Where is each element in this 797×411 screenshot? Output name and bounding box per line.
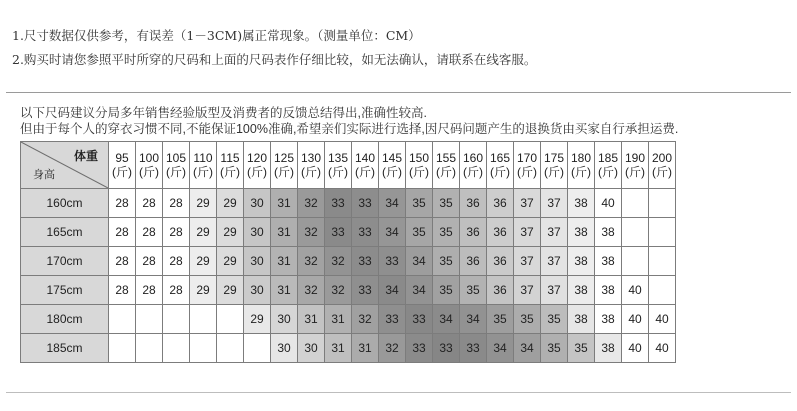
weight-header-100 [136,142,163,189]
size-cell [136,305,163,334]
size-cell: 29 [190,189,217,218]
weight-unit: (斤) [274,165,294,179]
size-cell: 28 [109,247,136,276]
size-cell: 40 [649,334,676,363]
size-cell [217,334,244,363]
weight-unit: (斤) [382,165,402,179]
weight-unit: (斤) [571,165,591,179]
size-cell: 38 [568,189,595,218]
size-cell: 32 [298,276,325,305]
weight-value: 185 [597,151,619,165]
weight-header-165 [487,142,514,189]
size-cell: 38 [568,247,595,276]
size-cell: 37 [541,276,568,305]
weight-value: 140 [354,151,376,165]
size-cell: 36 [460,189,487,218]
size-cell: 35 [433,276,460,305]
size-cell: 34 [514,334,541,363]
height-label: 160cm [21,189,109,218]
size-cell: 33 [325,189,352,218]
size-cell: 40 [622,334,649,363]
size-cell: 38 [595,334,622,363]
weight-value: 160 [462,151,484,165]
size-cell [649,247,676,276]
weight-header-105 [163,142,190,189]
size-cell: 29 [217,276,244,305]
size-cell: 40 [622,305,649,334]
weight-value: 135 [327,151,349,165]
size-cell: 31 [325,334,352,363]
size-cell: 33 [379,305,406,334]
bottom-divider [6,392,791,393]
weight-unit: (斤) [652,165,672,179]
table-row [21,247,676,276]
weight-unit: (斤) [625,165,645,179]
weight-value: 115 [220,151,240,165]
weight-header-110 [190,142,217,189]
size-notes [12,24,787,72]
size-cell: 40 [649,305,676,334]
size-cell: 32 [379,334,406,363]
size-cell: 33 [433,334,460,363]
size-cell: 37 [541,218,568,247]
size-cell: 36 [487,247,514,276]
weight-unit: (斤) [112,165,132,179]
weight-header-200 [649,142,676,189]
size-cell: 31 [325,305,352,334]
weight-value: 180 [570,151,592,165]
size-cell: 28 [136,276,163,305]
weight-header-145 [379,142,406,189]
size-cell: 38 [568,276,595,305]
size-cell: 30 [244,276,271,305]
size-cell: 36 [487,218,514,247]
size-cell [622,218,649,247]
weight-header-185 [595,142,622,189]
size-cell: 33 [379,247,406,276]
weight-unit: (斤) [301,165,321,179]
weight-unit: (斤) [409,165,429,179]
size-cell: 28 [163,218,190,247]
size-cell: 30 [298,334,325,363]
size-cell: 35 [541,305,568,334]
size-cell [649,276,676,305]
weight-header-130 [298,142,325,189]
size-cell: 28 [163,276,190,305]
weight-unit: (斤) [490,165,510,179]
size-cell: 34 [487,334,514,363]
weight-value: 190 [624,151,646,165]
size-cell: 34 [433,305,460,334]
size-cell: 35 [433,189,460,218]
size-cell: 36 [487,189,514,218]
size-cell: 34 [406,276,433,305]
intro-line-2: 但由于每个人的穿衣习惯不同,不能保证100%准确,希望亲们实际进行选择,因尺码问题产生的退换货由买家自行承担运费. [20,122,679,136]
size-cell: 28 [109,189,136,218]
weight-axis-label: 体重 [73,149,98,163]
size-cell: 30 [244,189,271,218]
weight-header-row [21,142,676,189]
size-cell: 36 [487,276,514,305]
size-cell [217,305,244,334]
weight-value: 120 [246,151,268,165]
table-row [21,189,676,218]
height-label: 175cm [21,276,109,305]
weight-value: 100 [138,151,160,165]
size-cell: 38 [595,218,622,247]
size-cell: 32 [325,276,352,305]
table-row [21,305,676,334]
height-axis-label: 身高 [33,169,55,181]
size-cell: 29 [217,247,244,276]
weight-unit: (斤) [220,165,240,179]
size-cell: 34 [379,276,406,305]
weight-header-135 [325,142,352,189]
size-cell: 33 [406,305,433,334]
weight-value: 165 [489,151,511,165]
table-row [21,218,676,247]
size-cell: 37 [541,247,568,276]
size-cell: 32 [298,189,325,218]
height-label: 180cm [21,305,109,334]
height-label: 170cm [21,247,109,276]
size-cell: 38 [568,305,595,334]
weight-value: 145 [381,151,403,165]
size-cell [136,334,163,363]
size-cell: 31 [271,218,298,247]
table-corner-cell [21,142,109,189]
size-cell: 37 [514,276,541,305]
weight-header-120 [244,142,271,189]
size-cell: 30 [244,218,271,247]
size-cell: 35 [433,247,460,276]
weight-value: 95 [115,151,129,165]
size-cell: 36 [460,247,487,276]
intro-line-1: 以下尺码建议分局多年销售经验版型及消费者的反馈总结得出,准确性较高. [20,106,427,120]
size-cell: 35 [433,218,460,247]
size-cell: 28 [109,276,136,305]
size-cell [244,334,271,363]
size-cell: 28 [136,218,163,247]
size-cell [649,189,676,218]
size-cell: 29 [244,305,271,334]
size-cell: 32 [298,247,325,276]
size-cell [109,334,136,363]
weight-value: 155 [435,151,457,165]
size-cell [109,305,136,334]
size-cell: 29 [190,247,217,276]
weight-value: 130 [300,151,322,165]
weight-unit: (斤) [166,165,186,179]
weight-header-160 [460,142,487,189]
size-intro [20,105,780,137]
size-cell [163,334,190,363]
size-cell: 35 [460,276,487,305]
weight-unit: (斤) [544,165,564,179]
height-label: 185cm [21,334,109,363]
divider [6,92,791,93]
size-cell: 29 [190,218,217,247]
size-chart-table [20,141,676,363]
size-cell: 40 [622,276,649,305]
size-cell: 35 [406,189,433,218]
size-cell: 31 [271,247,298,276]
weight-unit: (斤) [598,165,618,179]
size-cell [190,334,217,363]
note-line-2: 2.购买时请您参照平时所穿的尺码和上面的尺码表作仔细比较，如无法确认，请联系在线客服。 [12,52,537,67]
size-cell: 33 [460,334,487,363]
size-cell: 29 [190,276,217,305]
weight-unit: (斤) [193,165,213,179]
size-cell: 31 [352,334,379,363]
size-cell: 29 [217,218,244,247]
size-cell: 33 [406,334,433,363]
weight-header-95 [109,142,136,189]
note-line-1: 1.尺寸数据仅供参考，有误差（1－3CM)属正常现象。（测量单位：CM） [12,28,421,43]
size-cell: 33 [352,218,379,247]
weight-value: 125 [273,151,295,165]
size-cell: 34 [460,305,487,334]
size-cell: 31 [271,189,298,218]
size-cell: 37 [514,247,541,276]
size-cell: 37 [514,218,541,247]
weight-unit: (斤) [436,165,456,179]
weight-unit: (斤) [328,165,348,179]
size-cell: 31 [271,276,298,305]
weight-value: 170 [516,151,538,165]
size-cell: 38 [595,247,622,276]
size-cell: 29 [217,189,244,218]
weight-unit: (斤) [247,165,267,179]
size-cell [163,305,190,334]
size-cell: 35 [487,305,514,334]
size-cell: 33 [352,247,379,276]
size-cell: 35 [514,305,541,334]
weight-value: 150 [408,151,430,165]
weight-value: 105 [165,151,187,165]
size-cell [649,218,676,247]
weight-header-175 [541,142,568,189]
size-cell: 32 [298,218,325,247]
size-cell: 38 [595,276,622,305]
size-cell: 35 [406,218,433,247]
size-cell: 28 [136,189,163,218]
size-cell: 32 [352,305,379,334]
size-cell: 32 [325,247,352,276]
size-cell: 36 [460,218,487,247]
size-cell: 31 [298,305,325,334]
weight-unit: (斤) [463,165,483,179]
size-cell: 28 [163,189,190,218]
size-cell: 30 [244,247,271,276]
weight-value: 175 [543,151,565,165]
size-cell [622,189,649,218]
size-cell: 34 [379,189,406,218]
size-cell: 37 [514,189,541,218]
size-cell: 30 [271,334,298,363]
weight-unit: (斤) [139,165,159,179]
size-cell [622,247,649,276]
size-cell: 34 [379,218,406,247]
size-cell: 37 [541,189,568,218]
weight-value: 200 [651,151,673,165]
table-row [21,276,676,305]
weight-header-190 [622,142,649,189]
size-cell: 38 [595,305,622,334]
weight-unit: (斤) [517,165,537,179]
size-cell [190,305,217,334]
size-cell: 30 [271,305,298,334]
weight-header-180 [568,142,595,189]
size-cell: 33 [325,218,352,247]
size-cell: 33 [352,276,379,305]
weight-unit: (斤) [355,165,375,179]
weight-header-155 [433,142,460,189]
size-cell: 38 [568,218,595,247]
weight-header-115 [217,142,244,189]
size-cell: 35 [568,334,595,363]
size-cell: 28 [109,218,136,247]
height-label: 165cm [21,218,109,247]
weight-header-140 [352,142,379,189]
table-row [21,334,676,363]
size-cell: 34 [406,247,433,276]
weight-header-170 [514,142,541,189]
weight-value: 110 [193,151,213,165]
size-cell: 28 [136,247,163,276]
weight-header-150 [406,142,433,189]
size-cell: 33 [352,189,379,218]
weight-header-125 [271,142,298,189]
size-cell: 40 [595,189,622,218]
size-cell: 28 [163,247,190,276]
size-cell: 35 [541,334,568,363]
